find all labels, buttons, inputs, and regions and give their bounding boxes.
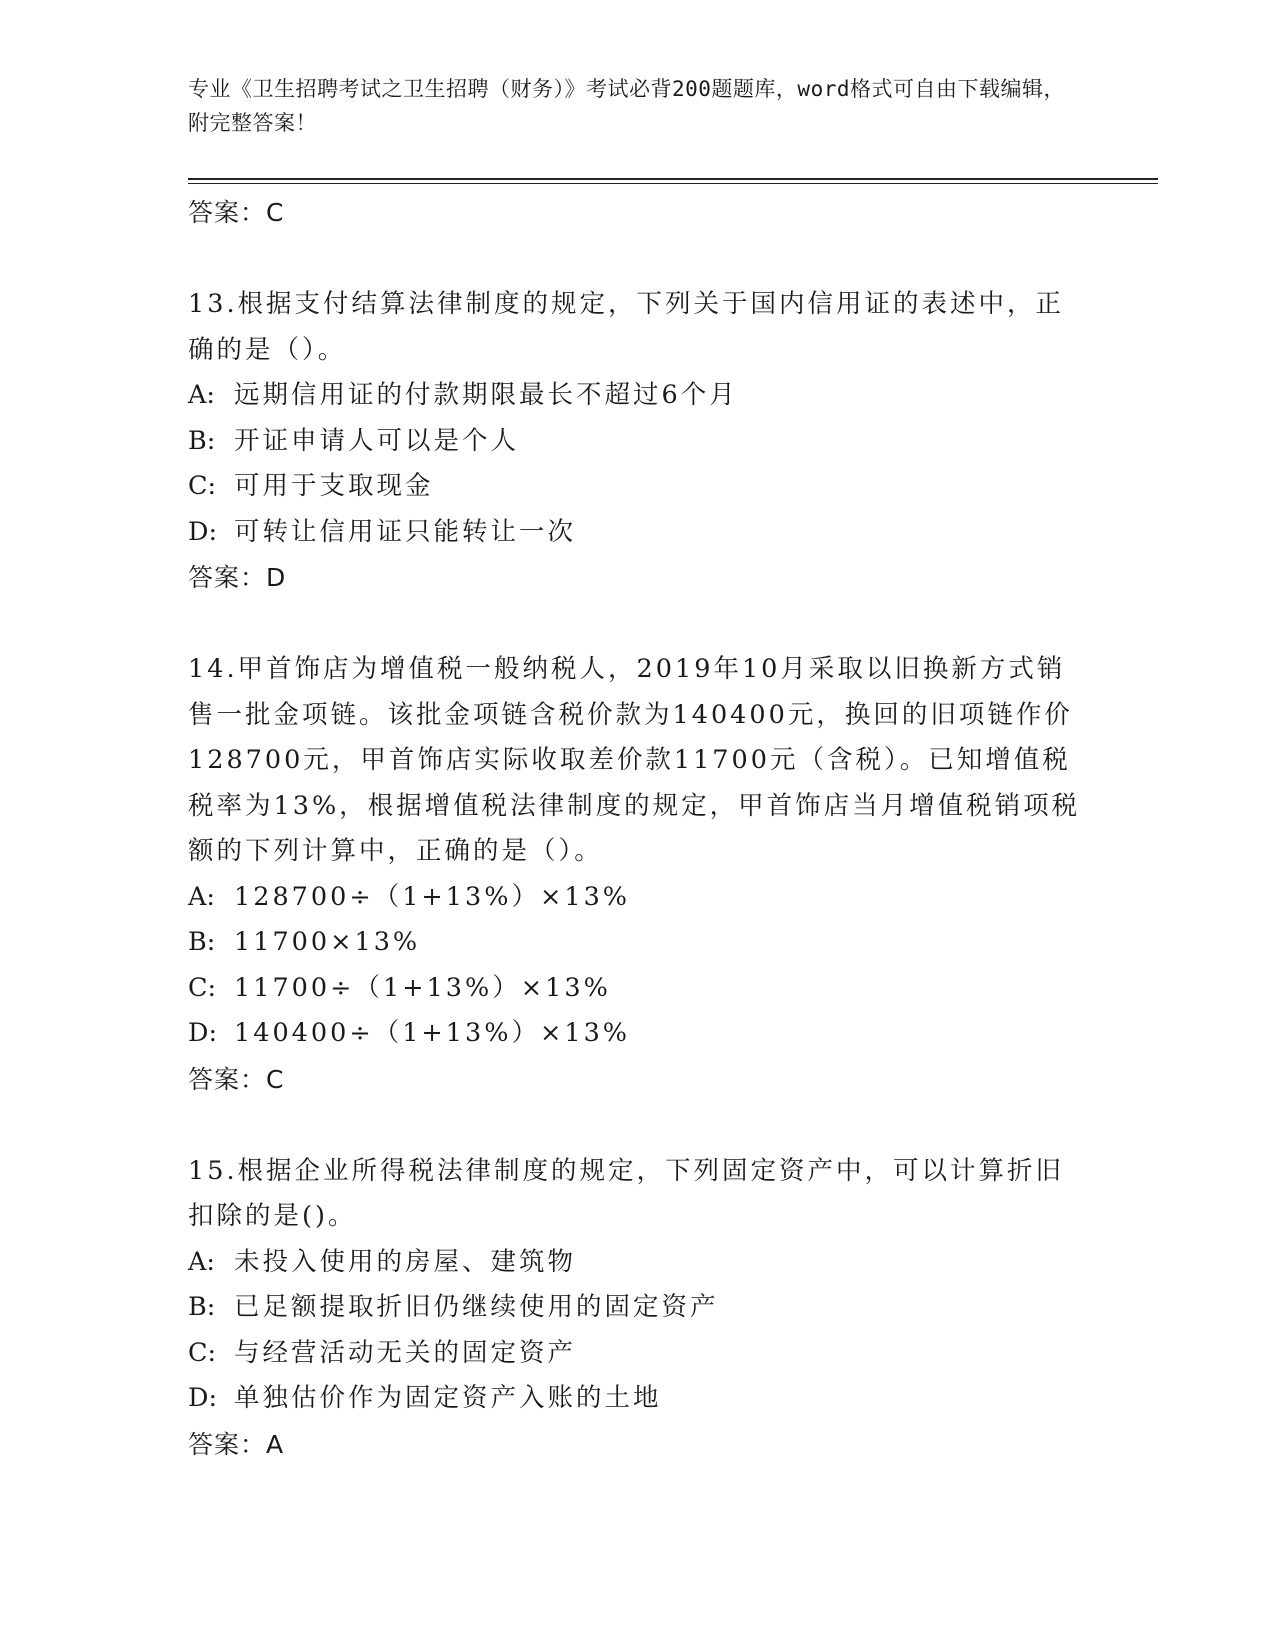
option-text: 远期信用证的付款期限最长不超过6个月 (234, 380, 738, 410)
document-body (188, 190, 1088, 1467)
option-text: 11700÷（1+13%）×13% (234, 972, 611, 1003)
option-d (188, 1011, 1088, 1057)
option-text: 128700÷（1+13%）×13% (234, 881, 631, 912)
option-a (188, 373, 1088, 419)
option-letter: B: (188, 425, 216, 456)
question-text: 14.甲首饰店为增值税一般纳税人，2019年10月采取以旧换新方式销售一批金项链。该批金项链含税价款为140400元，换回的旧项链作价128700元，甲首饰店实际收取差价款11700元（含税）。已知增值税税率为13%，根据增值税法律制度的规定，甲首饰店当月增值税销项税额的下列计算中，正确的是（）。 (188, 654, 1081, 866)
option-letter: D: (188, 1383, 218, 1413)
option-text: 可转让信用证只能转让一次 (234, 516, 577, 547)
option-letter: D: (188, 516, 218, 547)
option-c (188, 1331, 1088, 1377)
option-letter: D: (188, 1018, 218, 1048)
option-a (188, 1240, 1088, 1286)
option-b (188, 419, 1088, 465)
option-text: 11700×13% (234, 927, 421, 957)
header-rule-thin (188, 183, 1158, 184)
previous-answer: 答案：C (188, 198, 285, 227)
question-15 (188, 1149, 1088, 1467)
option-c (188, 966, 1088, 1012)
option-text: 140400÷（1+13%）×13% (234, 1018, 631, 1048)
option-text: 可用于支取现金 (234, 471, 434, 501)
option-letter: C: (188, 471, 217, 501)
option-a (188, 875, 1088, 921)
question-text: 15.根据企业所得税法律制度的规定，下列固定资产中，可以计算折旧扣除的是()。 (188, 1155, 1065, 1231)
option-letter: A: (188, 1246, 216, 1277)
document-header: 专业《卫生招聘考试之卫生招聘（财务）》考试必背200题题库，word格式可自由下载编辑，附完整答案！ (188, 77, 1065, 135)
question-14 (188, 647, 1088, 1102)
option-text: 已足额提取折旧仍继续使用的固定资产 (234, 1292, 719, 1322)
question-13 (188, 282, 1088, 600)
option-b (188, 1285, 1088, 1331)
answer-line: 答案：A (188, 1429, 285, 1459)
option-c (188, 464, 1088, 510)
option-b (188, 920, 1088, 966)
answer-line: 答案：D (188, 563, 287, 592)
option-text: 开证申请人可以是个人 (234, 425, 520, 456)
option-letter: A: (188, 380, 216, 410)
question-text: 13.根据支付结算法律制度的规定，下列关于国内信用证的表述中，正确的是（）。 (188, 289, 1065, 365)
option-letter: C: (188, 972, 217, 1003)
option-d (188, 510, 1088, 556)
option-text: 与经营活动无关的固定资产 (234, 1337, 577, 1368)
option-letter: C: (188, 1337, 217, 1368)
option-letter: B: (188, 927, 216, 957)
option-letter: A: (188, 881, 216, 912)
option-text: 未投入使用的房屋、建筑物 (234, 1246, 577, 1277)
option-d (188, 1376, 1088, 1422)
answer-line: 答案：C (188, 1064, 285, 1094)
option-text: 单独估价作为固定资产入账的土地 (234, 1383, 662, 1413)
option-letter: B: (188, 1292, 216, 1322)
header-rule-thick (188, 178, 1158, 180)
